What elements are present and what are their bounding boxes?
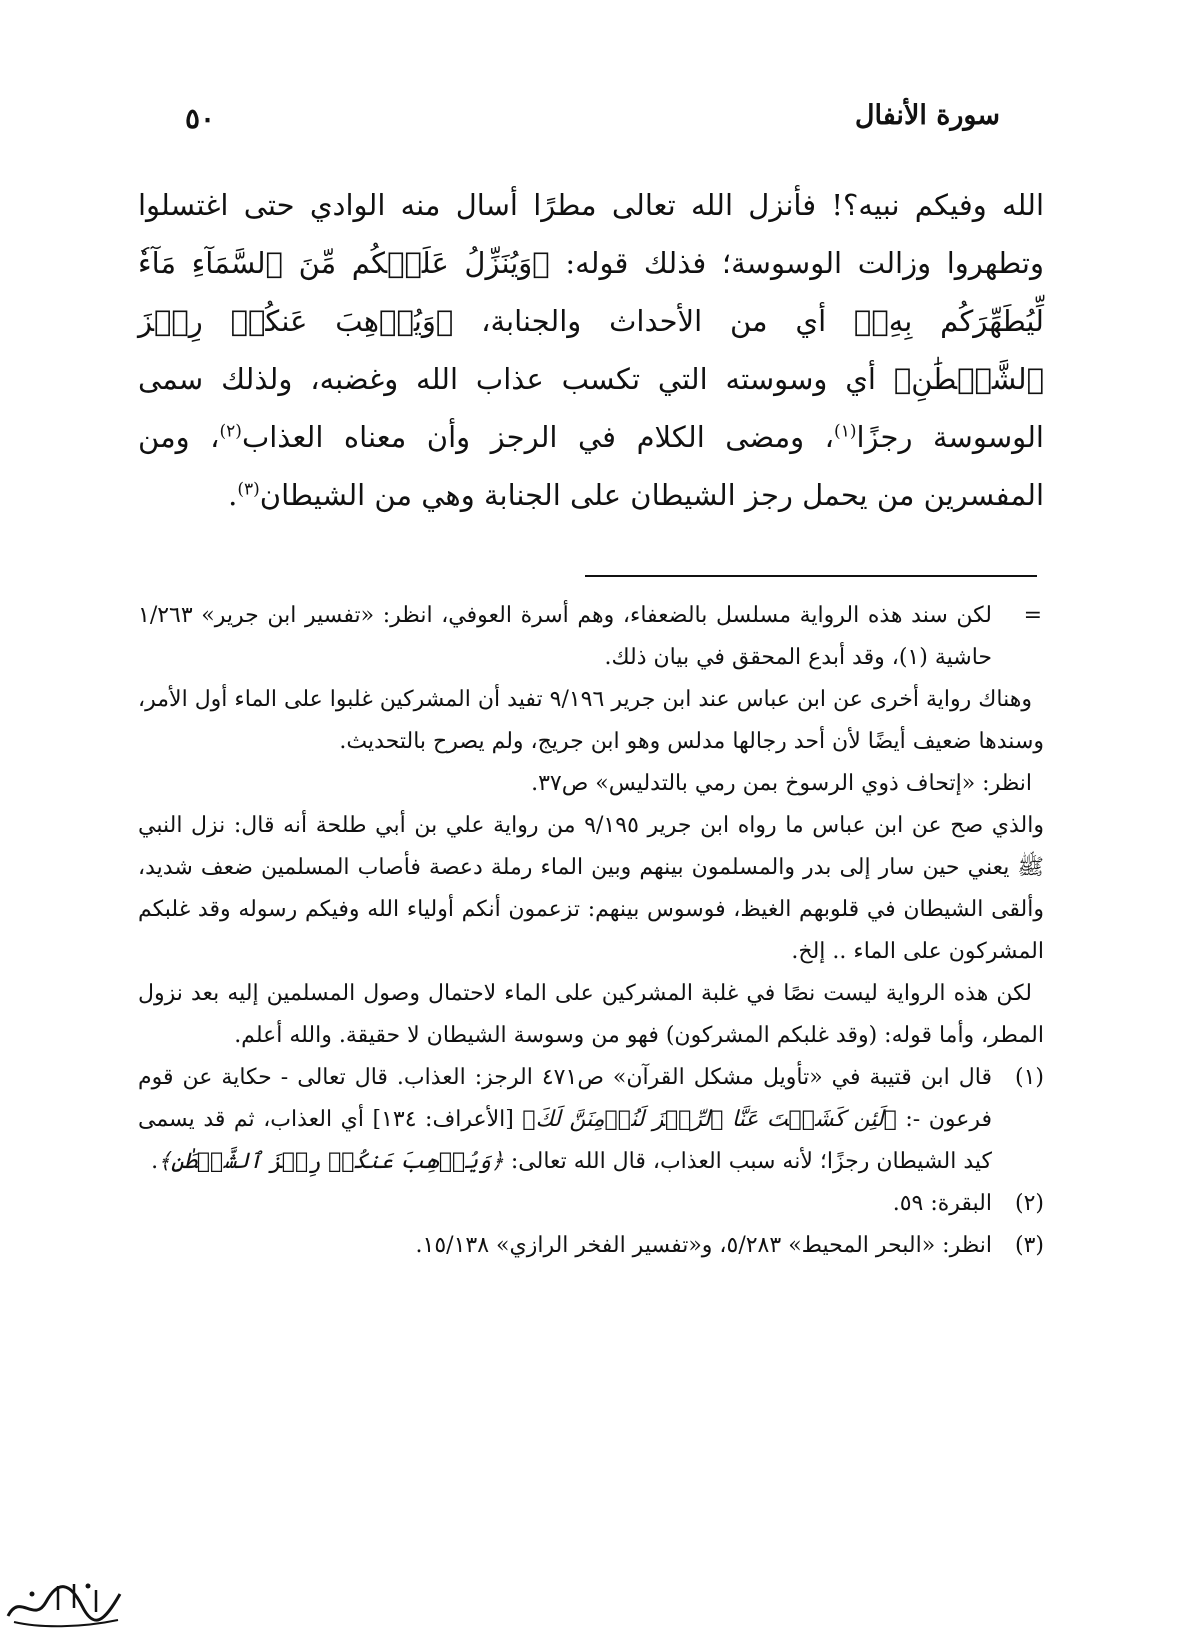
- footnote-text-part: .: [151, 1149, 159, 1174]
- footnote-ref-2[interactable]: (٢): [219, 421, 242, 442]
- footnote-2: [138, 1183, 1044, 1225]
- footnote-text: [138, 1057, 992, 1183]
- footnote-paragraph: انظر: «إتحاف ذوي الرسوخ بمن رمي بالتدليس» ص٣٧.: [531, 771, 1032, 796]
- main-text-part: ، ومن المفسرين من يحمل رجز الشيطان على الجنابة وهي من الشيطان: [138, 420, 1044, 512]
- continuation-marker: =: [1023, 603, 1042, 628]
- page-number: ٥٠: [185, 102, 216, 135]
- footnote-text-part: قال ابن قتيبة في «تأويل مشكل القرآن» ص٤٧١ الرجز: العذاب. قال تعالى - حكاية عن قوم فرعون -:: [138, 1065, 993, 1132]
- footnote-paragraph: وهناك رواية أخرى عن ابن عباس عند ابن جرير ٩/١٩٦ تفيد أن المشركين غلبوا على الماء أول الأمر، وسندها ضعيف أيضًا لأن أحد رجالها مدلس وهو ابن جريج، ولم يصرح بالتحديث.: [138, 687, 1044, 754]
- footnote-number: (٢): [1014, 1191, 1044, 1216]
- quran-verse: ﴿وَيُذۡهِبَ عَنكُمۡ رِجۡزَ ٱلشَّيۡطَٰنِ﴾: [158, 1149, 504, 1174]
- footnote-1: [138, 1057, 1044, 1183]
- main-paragraph: [138, 176, 1044, 524]
- footnotes-section: [138, 595, 1044, 1267]
- main-text-part: .: [228, 478, 238, 512]
- surah-title: سورة الأنفال: [854, 100, 1000, 131]
- main-text: [138, 176, 1044, 524]
- footnote-ref-3[interactable]: (٣): [237, 479, 260, 500]
- footnote-number: (١): [1014, 1065, 1044, 1090]
- footnote-continuation: [138, 595, 1044, 679]
- footnote-text: انظر: «البحر المحيط» ٥/٢٨٣، و«تفسير الفخر الرازي» ١٥/١٣٨.: [415, 1233, 992, 1258]
- footnote-separator: [585, 575, 1037, 577]
- footnote-paragraph: لكن هذه الرواية ليست نصًا في غلبة المشركين على الماء لاحتمال وصول المسلمين إليه بعد نزول المطر، وأما قوله: (وقد غلبكم المشركون) فهو من وسوسة الشيطان لا حقيقة. والله أعلم.: [138, 981, 1044, 1048]
- footnote-text: البقرة: ٥٩.: [892, 1191, 992, 1216]
- page-header: [185, 88, 1000, 138]
- footnote-text-part: [الأعراف: ١٣٤] أي العذاب، ثم قد يسمى كيد الشيطان رجزًا؛ لأنه سبب العذاب، قال الله تعالى:: [138, 1107, 992, 1174]
- footnote-paragraph: والذي صح عن ابن عباس ما رواه ابن جرير ٩/١٩٥ من رواية علي بن أبي طلحة أنه قال: نزل النبي ﷺ يعني حين سار إلى بدر والمسلمون بينهم وبين الماء رملة دعصة فأصاب المسلمين ضعف شديد، وألقى الشيطان في قلوبهم الغيظ، فوسوس بينهم: تزعمون أنكم أولياء الله وفيكم رسوله وقد غلبكم المشركون على الماء .. إلخ.: [138, 813, 1044, 964]
- quran-verse: ﴿لَئِن كَشَفۡتَ عَنَّا ٱلرِّجۡزَ لَنُؤۡمِنَنَّ لَكَ﴾: [522, 1107, 897, 1132]
- calligraphy-seal-icon: [0, 1572, 130, 1632]
- footnote-text: لكن سند هذه الرواية مسلسل بالضعفاء، وهم أسرة العوفي، انظر: «تفسير ابن جرير» ١/٢٦٣ حاشية (١)، وقد أبدع المحقق في بيان ذلك.: [138, 603, 992, 670]
- footnote-number: (٣): [1014, 1233, 1044, 1258]
- main-text-part: ، ومضى الكلام في الرجز وأن معناه العذاب: [241, 420, 835, 454]
- footnote-ref-1[interactable]: (١): [834, 421, 857, 442]
- publisher-logo-icon: [0, 1572, 130, 1632]
- footnote-3: [138, 1225, 1044, 1267]
- main-text-part: الله وفيكم نبيه؟! فأنزل الله تعالى مطرًا أسال منه الوادي حتى اغتسلوا وتطهروا وزالت الوسوسة؛ فذلك قوله: ﴿وَيُنَزِّلُ عَلَيۡكُم مِّنَ ٱلسَّمَآءِ مَآءٗ لِّيُطَهِّرَكُم بِهِۦ﴾ أي من الأحداث والجنابة، ﴿وَيُذۡهِبَ عَنكُمۡ رِجۡزَ ٱلشَّيۡطَٰنِ﴾ أي وسوسته التي تكسب عذاب الله وغضبه، ولذلك سمى الوسوسة رجزًا: [138, 188, 1044, 454]
